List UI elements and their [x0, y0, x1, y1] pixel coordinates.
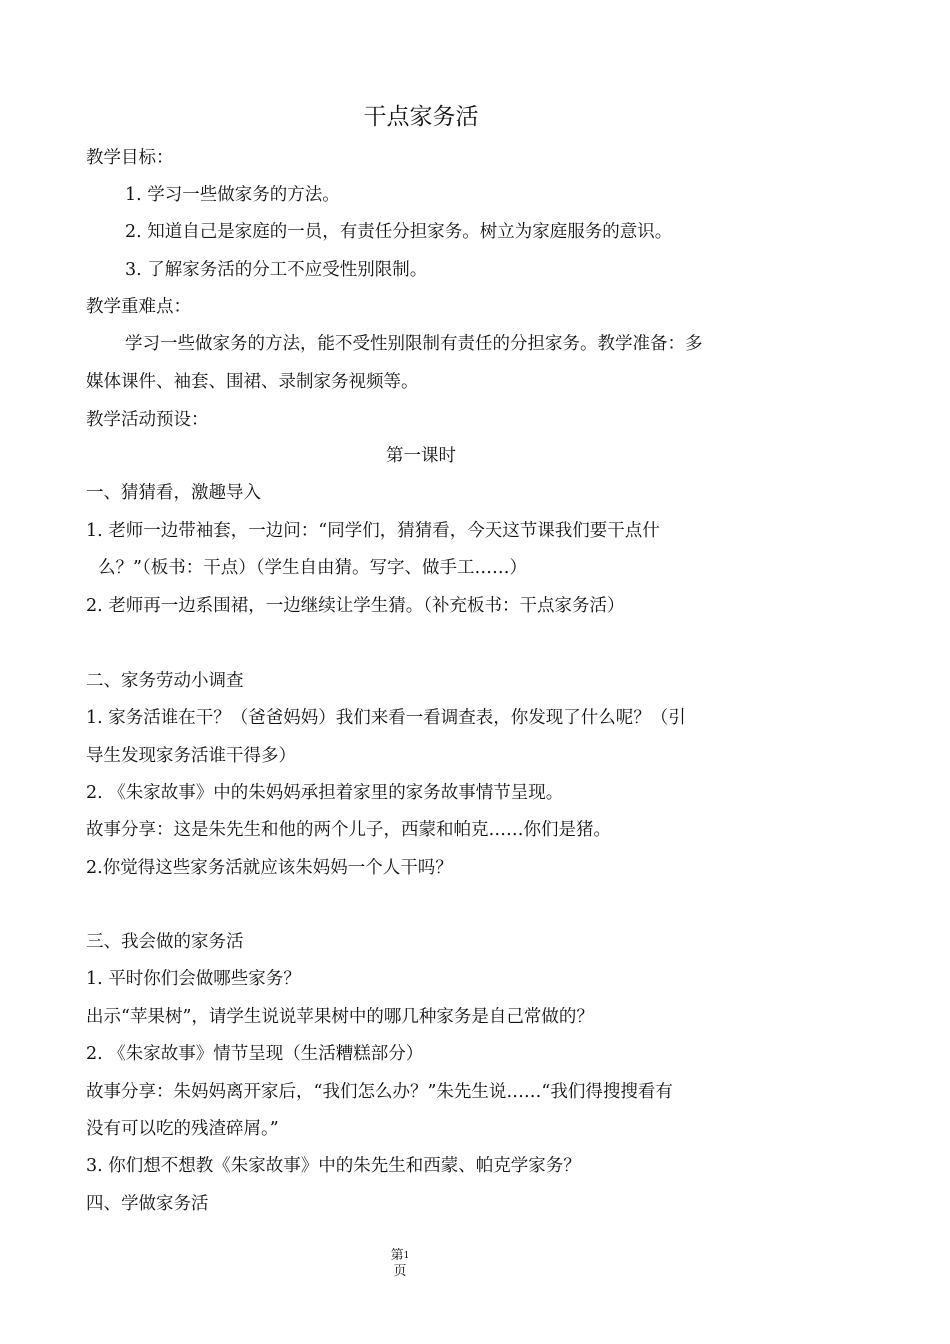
section-heading: 二、家务劳动小调查 — [86, 671, 244, 691]
list-item-continuation: 么？”（板书：干点）（学生自由猜。写字、做手工……） — [98, 558, 527, 578]
paragraph-line: 媒体课件、袖套、围裙、录制家务视频等。 — [86, 372, 419, 392]
lesson-heading: 第一课时 — [386, 446, 456, 466]
list-item: 2.你觉得这些家务活就应该朱妈妈一个人干吗？ — [86, 858, 453, 878]
page-number — [380, 1248, 420, 1264]
document-title: 干点家务活 — [363, 104, 479, 130]
section-heading: 三、我会做的家务活 — [86, 932, 244, 952]
objective-item: 1. 学习一些做家务的方法。 — [125, 185, 340, 205]
list-item: 3. 你们想不想教《朱家故事》中的朱先生和西蒙、帕克学家务？ — [86, 1156, 581, 1176]
objective-item: 3. 了解家务活的分工不应受性别限制。 — [125, 260, 428, 280]
list-item-continuation: 导生发现家务活谁干得多） — [86, 746, 296, 766]
paragraph-line: 学习一些做家务的方法，能不受性别限制有责任的分担家务。教学准备：多 — [125, 334, 703, 354]
list-item: 1. 家务活谁在干？（爸爸妈妈）我们来看一看调查表，你发现了什么呢？（引 — [86, 708, 686, 728]
page-footer — [380, 1248, 420, 1280]
list-item: 2. 《朱家故事》情节呈现（生活糟糕部分） — [86, 1044, 424, 1064]
section-heading: 一、猜猜看，激趣导入 — [86, 483, 261, 503]
paragraph-line: 没有可以吃的残渣碎屑。” — [86, 1119, 279, 1139]
paragraph-line: 故事分享：这是朱先生和他的两个儿子，西蒙和帕克……你们是猪。 — [86, 820, 611, 840]
objective-item: 2. 知道自己是家庭的一员，有责任分担家务。树立为家庭服务的意识。 — [125, 222, 673, 242]
section-heading-key-points: 教学重难点： — [86, 297, 191, 317]
list-item: 1. 老师一边带袖套，一边问：“同学们，猜猜看，今天这节课我们要干点什 — [86, 521, 660, 541]
section-heading-objectives: 教学目标： — [86, 148, 174, 168]
list-item: 2. 老师再一边系围裙，一边继续让学生猜。（补充板书：干点家务活） — [86, 596, 625, 616]
section-heading: 四、学做家务活 — [86, 1194, 209, 1214]
page-number-value: 1 — [403, 1251, 410, 1261]
section-heading-activities: 教学活动预设： — [86, 410, 209, 430]
paragraph-line: 故事分享：朱妈妈离开家后，“我们怎么办？”朱先生说……“我们得搜搜看有 — [86, 1082, 673, 1102]
page-suffix: 页 — [393, 1264, 407, 1279]
paragraph-line: 出示“苹果树”，请学生说说苹果树中的哪几种家务是自己常做的？ — [86, 1007, 594, 1027]
list-item: 1. 平时你们会做哪些家务？ — [86, 969, 301, 989]
page-label: 第 — [390, 1248, 404, 1263]
list-item: 2. 《朱家故事》中的朱妈妈承担着家里的家务故事情节呈现。 — [86, 783, 564, 803]
